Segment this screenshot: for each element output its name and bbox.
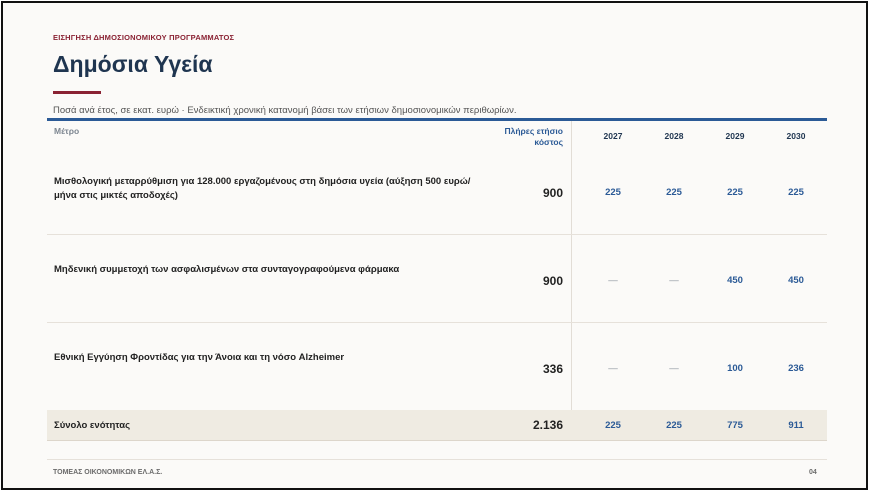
row-year-2030: 225 bbox=[788, 187, 804, 198]
slide bbox=[1, 1, 868, 490]
row-year-2029: 225 bbox=[727, 187, 743, 198]
total-year-2030: 911 bbox=[788, 420, 804, 431]
footer-rule bbox=[47, 459, 827, 460]
page-title: Δημόσια Υγεία bbox=[53, 51, 213, 77]
row-year-2027: — bbox=[608, 275, 618, 286]
total-year-2028: 225 bbox=[666, 420, 682, 431]
header-full-cost: Πλήρες ετήσιο κόστος bbox=[504, 126, 563, 147]
header-year-2027: 2027 bbox=[603, 131, 623, 141]
title-accent-rule bbox=[53, 91, 101, 94]
total-row bbox=[47, 410, 827, 441]
row-measure: Μισθολογική μεταρρύθμιση για 128.000 εργαζομένους στη δημόσια υγεία (αύξηση 500 ευρώ/μήνα στις μικτές αποδοχές) bbox=[54, 176, 471, 201]
row-year-2027: — bbox=[608, 363, 618, 374]
row-year-2028: — bbox=[669, 363, 679, 374]
row-full-cost: 336 bbox=[542, 362, 563, 376]
page-subtitle: Ποσά ανά έτος, σε εκατ. ευρώ · Ενδεικτική χρονική κατανομή βάσει των ετήσιων δημοσιονομικών περιθωρίων. bbox=[53, 105, 517, 116]
table-row bbox=[47, 147, 827, 235]
row-year-2029: 450 bbox=[727, 275, 743, 286]
row-full-cost: 900 bbox=[542, 274, 563, 288]
header-year-2028: 2028 bbox=[664, 131, 684, 141]
row-year-2028: 225 bbox=[666, 187, 682, 198]
row-year-2028: — bbox=[669, 275, 679, 286]
row-measure: Εθνική Εγγύηση Φροντίδας για την Άνοια και τη νόσο Alzheimer bbox=[54, 352, 345, 363]
header-year-2030: 2030 bbox=[786, 131, 806, 141]
row-full-cost: 900 bbox=[542, 186, 563, 200]
total-year-2027: 225 bbox=[605, 420, 621, 431]
table-row bbox=[47, 235, 827, 323]
row-year-2030: 450 bbox=[788, 275, 804, 286]
total-full-cost: 2.136 bbox=[532, 418, 563, 432]
header-year-2029: 2029 bbox=[725, 131, 745, 141]
row-measure: Μηδενική συμμετοχή των ασφαλισμένων στα συνταγογραφούμενα φάρμακα bbox=[54, 264, 400, 275]
footer-organization: ΤΟΜΕΑΣ ΟΙΚΟΝΟΜΙΚΩΝ ΕΛ.Α.Σ. bbox=[53, 469, 163, 476]
table-row bbox=[47, 323, 827, 411]
total-label: Σύνολο ενότητας bbox=[54, 420, 131, 431]
row-year-2029: 100 bbox=[727, 363, 743, 374]
header-measure: Μέτρο bbox=[54, 126, 80, 136]
total-year-2029: 775 bbox=[727, 420, 743, 431]
section-eyebrow: ΕΙΣΗΓΗΣΗ ΔΗΜΟΣΙΟΝΟΜΙΚΟΥ ΠΡΟΓΡΑΜΜΑΤΟΣ bbox=[53, 33, 235, 42]
row-year-2030: 236 bbox=[788, 363, 804, 374]
table-top-rule bbox=[47, 118, 827, 121]
page-number: 04 bbox=[809, 469, 817, 476]
row-year-2027: 225 bbox=[605, 187, 621, 198]
